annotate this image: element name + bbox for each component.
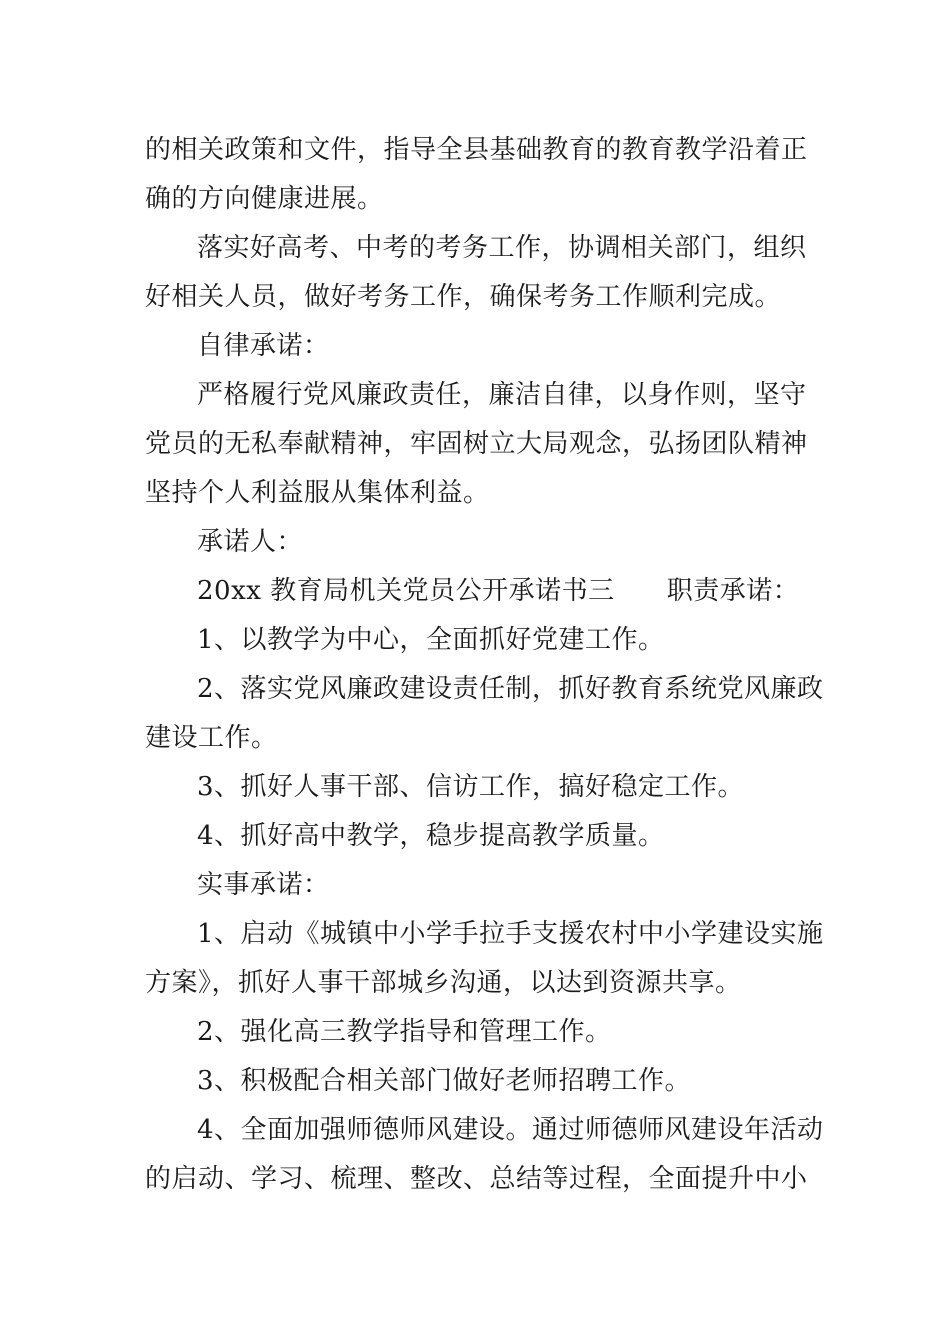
list-item: 4、抓好高中教学，稳步提高教学质量。 xyxy=(197,821,665,851)
text-line: 党员的无私奉献精神，牢固树立大局观念，弘扬团队精神 xyxy=(145,429,808,459)
section-heading: 职责承诺： xyxy=(666,576,800,606)
list-item: 1、启动《城镇中小学手拉手支援农村中小学建设实施 xyxy=(197,919,824,949)
text-line: 建设工作。 xyxy=(145,723,278,753)
list-item: 4、全面加强师德师风建设。通过师德师风建设年活动 xyxy=(197,1115,824,1145)
text-line: 好相关人员，做好考务工作，确保考务工作顺利完成。 xyxy=(145,282,782,312)
text-line: 的启动、学习、梳理、整改、总结等过程，全面提升中小 xyxy=(145,1164,808,1194)
list-item: 2、强化高三教学指导和管理工作。 xyxy=(197,1017,612,1047)
document-title-line xyxy=(145,567,810,616)
text-line: 坚持个人利益服从集体利益。 xyxy=(145,478,490,508)
document-title: 20xx 教育局机关党员公开承诺书三 xyxy=(197,576,615,606)
text-line: 确的方向健康进展。 xyxy=(145,184,384,214)
list-item: 3、抓好人事干部、信访工作，搞好稳定工作。 xyxy=(197,772,745,802)
list-item: 1、以教学为中心，全面抓好党建工作。 xyxy=(197,625,665,655)
section-heading: 实事承诺： xyxy=(197,870,330,900)
text-line: 严格履行党风廉政责任，廉洁自律，以身作则，坚守 xyxy=(197,380,807,410)
section-heading: 自律承诺： xyxy=(197,331,330,361)
signature-label: 承诺人： xyxy=(197,527,304,557)
text-line: 方案》，抓好人事干部城乡沟通，以达到资源共享。 xyxy=(145,968,742,998)
document-body xyxy=(145,126,824,1204)
text-line: 落实好高考、中考的考务工作，协调相关部门，组织 xyxy=(197,233,807,263)
list-item: 2、落实党风廉政建设责任制，抓好教育系统党风廉政 xyxy=(197,674,824,704)
list-item: 3、积极配合相关部门做好老师招聘工作。 xyxy=(197,1066,692,1096)
text-line: 的相关政策和文件，指导全县基础教育的教育教学沿着正 xyxy=(145,135,808,165)
